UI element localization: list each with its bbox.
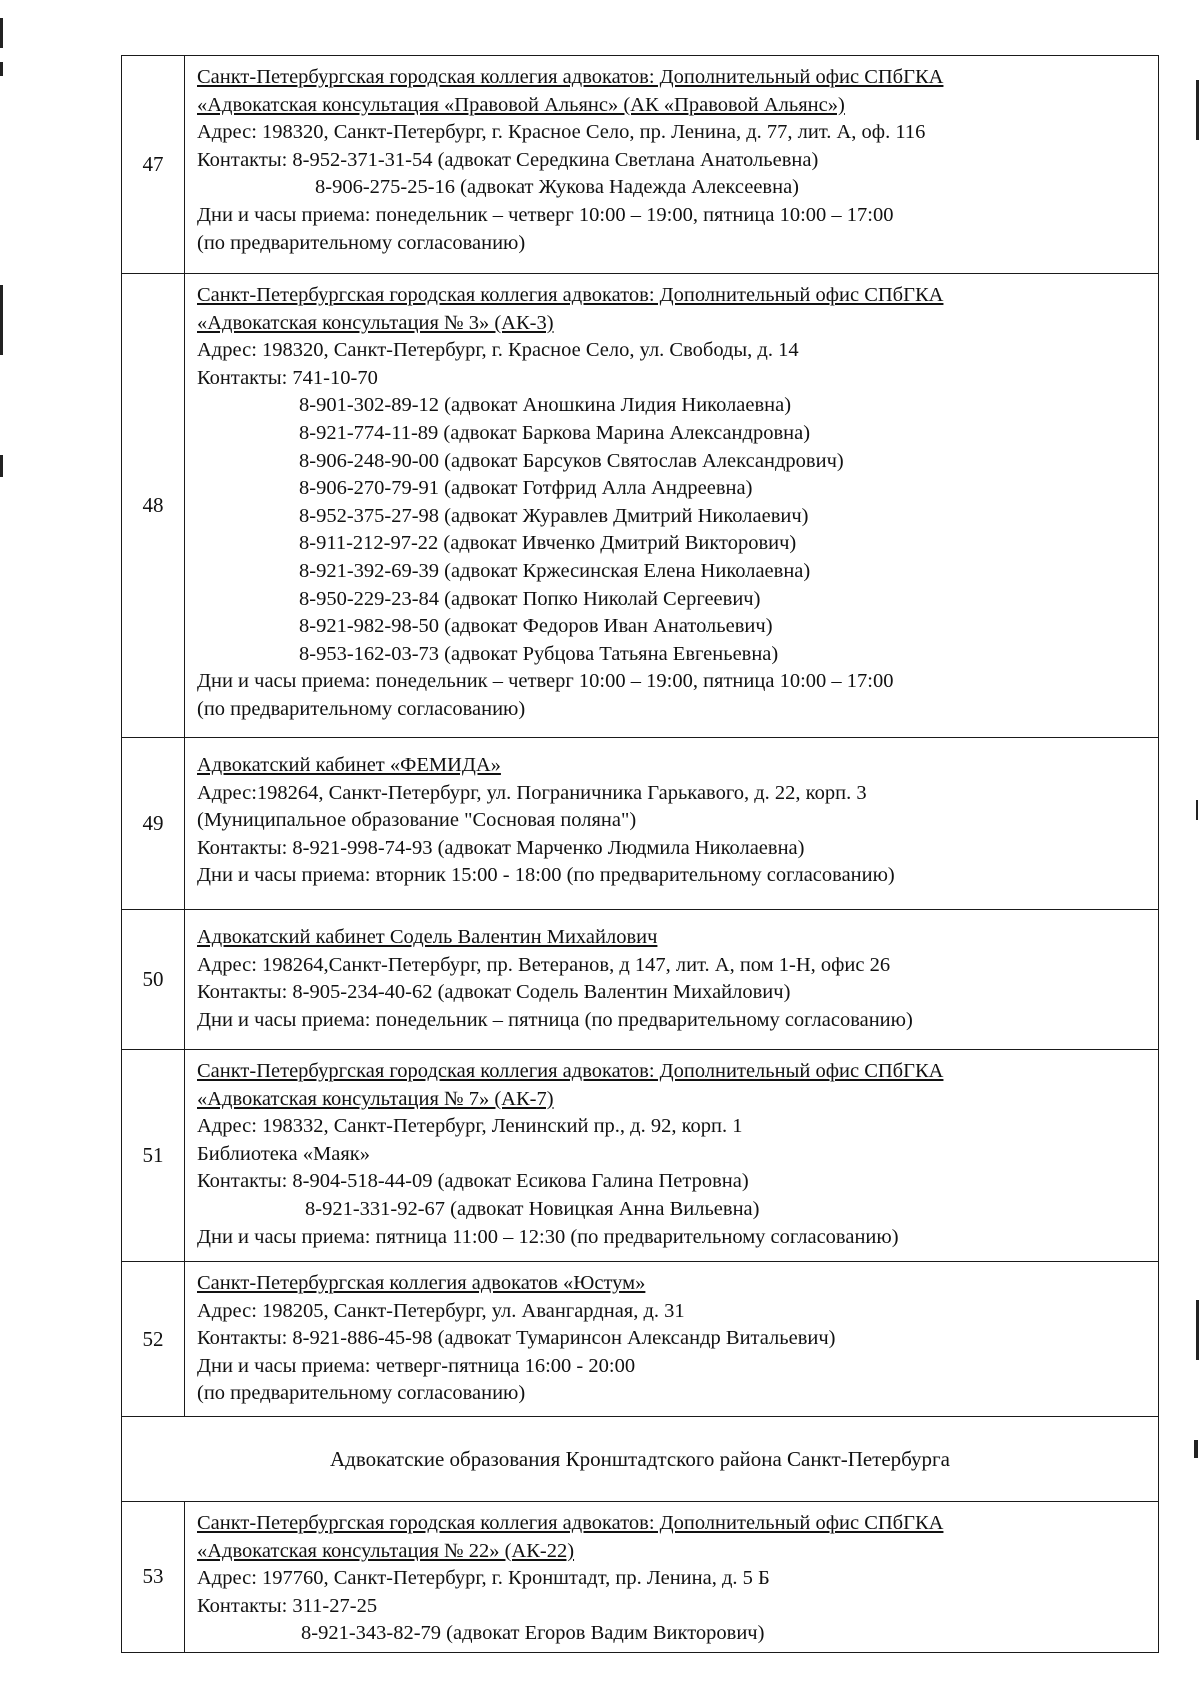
org-subname: «Адвокатская консультация № 7» (АК-7) [197, 1087, 554, 1110]
extra-contact: 8-953-162-03-73 (адвокат Рубцова Татьяна Евгеньевна) [299, 642, 779, 665]
address: Адрес: 198320, Санкт-Петербург, г. Красное Село, пр. Ленина, д. 77, лит. А, оф. 116 [197, 121, 926, 144]
entry-number: 48 [122, 274, 185, 738]
address: Адрес: 197760, Санкт-Петербург, г. Кронштадт, пр. Ленина, д. 5 Б [197, 1567, 770, 1590]
extra-contact: 8-906-275-25-16 (адвокат Жукова Надежда Алексеевна) [315, 176, 800, 199]
table-row [122, 1262, 1159, 1417]
contacts: Контакты: 8-905-234-40-62 (адвокат Содель Валентин Михайлович) [197, 981, 791, 1004]
scan-artifact-right-4 [1194, 1440, 1198, 1458]
org-name: Санкт-Петербургская городская коллегия адвокатов: Дополнительный офис СПбГКА [197, 1060, 944, 1082]
extra-contact: 8-901-302-89-12 (адвокат Аношкина Лидия Николаевна) [299, 394, 792, 417]
scan-artifact-left-1 [0, 18, 3, 48]
registry-table [121, 55, 1159, 1653]
reception-hours: Дни и часы приема: четверг-пятница 16:00 - 20:00 [197, 1354, 636, 1377]
address: Адрес: 198320, Санкт-Петербург, г. Красное Село, ул. Свободы, д. 14 [197, 339, 799, 362]
org-name: Санкт-Петербургская городская коллегия адвокатов: Дополнительный офис СПбГКА [197, 284, 944, 306]
extra-contact: 8-906-270-79-91 (адвокат Готфрид Алла Андреевна) [299, 477, 753, 500]
contacts: Контакты: 8-904-518-44-09 (адвокат Есикова Галина Петровна) [197, 1170, 749, 1193]
org-subname: «Адвокатская консультация № 22» (АК-22) [197, 1539, 575, 1562]
org-name: Санкт-Петербургская городская коллегия адвокатов: Дополнительный офис СПбГКА [197, 66, 944, 88]
org-name: Адвокатский кабинет «ФЕМИДА» [197, 754, 501, 776]
section-row [122, 1417, 1159, 1502]
address: Адрес: 198332, Санкт-Петербург, Ленинский пр., д. 92, корп. 1 [197, 1115, 743, 1138]
table-row [122, 1502, 1159, 1653]
org-name: Санкт-Петербургская коллегия адвокатов «Юстум» [197, 1272, 646, 1294]
address: Адрес: 198205, Санкт-Петербург, ул. Авангардная, д. 31 [197, 1299, 685, 1322]
scan-artifact-left-4 [0, 455, 3, 477]
entry-details [185, 1262, 1159, 1417]
entry-details [185, 56, 1159, 274]
scan-artifact-right-2 [1196, 800, 1198, 820]
contacts: Контакты: 8-921-998-74-93 (адвокат Марченко Людмила Николаевна) [197, 836, 805, 859]
hours-note: (по предварительному согласованию) [197, 231, 526, 254]
entry-details [185, 1050, 1159, 1262]
extra-contact: 8-921-982-98-50 (адвокат Федоров Иван Анатольевич) [299, 615, 773, 638]
contacts: Контакты: 8-952-371-31-54 (адвокат Середкина Светлана Анатольевна) [197, 148, 819, 171]
extra-contact: 8-921-392-69-39 (адвокат Кржесинская Елена Николаевна) [299, 559, 811, 582]
contacts: Контакты: 311-27-25 [197, 1594, 378, 1617]
contacts: Контакты: 741-10-70 [197, 366, 378, 389]
table-row [122, 274, 1159, 738]
scan-artifact-right-3 [1196, 1300, 1199, 1360]
extra-contact: 8-921-774-11-89 (адвокат Баркова Марина Александровна) [299, 421, 811, 444]
address: Адрес:198264, Санкт-Петербург, ул. Пограничника Гарькавого, д. 22, корп. 3 [197, 781, 867, 804]
entry-number: 47 [122, 56, 185, 274]
extra-contact: 8-921-343-82-79 (адвокат Егоров Вадим Викторович) [301, 1622, 765, 1645]
org-name: Адвокатский кабинет Содель Валентин Михайлович [197, 926, 658, 948]
hours-note: (по предварительному согласованию) [197, 1382, 526, 1405]
entry-details [185, 274, 1159, 738]
extra-contact: 8-906-248-90-00 (адвокат Барсуков Святослав Александрович) [299, 449, 844, 472]
table-row [122, 56, 1159, 274]
table-row [122, 910, 1159, 1050]
table-row [122, 738, 1159, 910]
entry-details [185, 1502, 1159, 1653]
scan-artifact-left-2 [0, 62, 3, 76]
entry-details [185, 910, 1159, 1050]
org-subname: «Адвокатская консультация № 3» (АК-3) [197, 311, 554, 334]
scan-artifact-right-1 [1196, 80, 1199, 140]
scan-artifact-left-3 [0, 285, 3, 355]
extra-contact: 8-921-331-92-67 (адвокат Новицкая Анна Вильевна) [305, 1197, 760, 1220]
section-heading: Адвокатские образования Кронштадтского района Санкт-Петербурга [122, 1417, 1159, 1502]
entry-number: 49 [122, 738, 185, 910]
reception-hours: Дни и часы приема: вторник 15:00 - 18:00 (по предварительному согласованию) [197, 864, 895, 887]
entry-number: 53 [122, 1502, 185, 1653]
entry-details [185, 738, 1159, 910]
org-subname: «Адвокатская консультация «Правовой Альянс» (АК «Правовой Альянс») [197, 93, 845, 116]
reception-hours: Дни и часы приема: пятница 11:00 – 12:30 (по предварительному согласованию) [197, 1225, 899, 1248]
reception-hours: Дни и часы приема: понедельник – четверг 10:00 – 19:00, пятница 10:00 – 17:00 [197, 670, 894, 693]
reception-hours: Дни и часы приема: понедельник – четверг 10:00 – 19:00, пятница 10:00 – 17:00 [197, 203, 894, 226]
table-row [122, 1050, 1159, 1262]
entry-number: 50 [122, 910, 185, 1050]
contacts: Контакты: 8-921-886-45-98 (адвокат Тумаринсон Александр Витальевич) [197, 1327, 836, 1350]
extra-contact: 8-952-375-27-98 (адвокат Журавлев Дмитрий Николаевич) [299, 504, 809, 527]
extra-contact: 8-950-229-23-84 (адвокат Попко Николай Сергеевич) [299, 587, 761, 610]
org-name: Санкт-Петербургская городская коллегия адвокатов: Дополнительный офис СПбГКА [197, 1512, 944, 1534]
hours-note: (по предварительному согласованию) [197, 697, 526, 720]
entry-number: 51 [122, 1050, 185, 1262]
entry-number: 52 [122, 1262, 185, 1417]
address-detail: (Муниципальное образование "Сосновая поляна") [197, 809, 637, 832]
reception-hours: Дни и часы приема: понедельник – пятница (по предварительному согласованию) [197, 1008, 913, 1031]
extra-contact: 8-911-212-97-22 (адвокат Ивченко Дмитрий Викторович) [299, 532, 797, 555]
address: Адрес: 198264,Санкт-Петербург, пр. Ветеранов, д 147, лит. А, пом 1-Н, офис 26 [197, 953, 891, 976]
address-detail: Библиотека «Маяк» [197, 1142, 370, 1165]
